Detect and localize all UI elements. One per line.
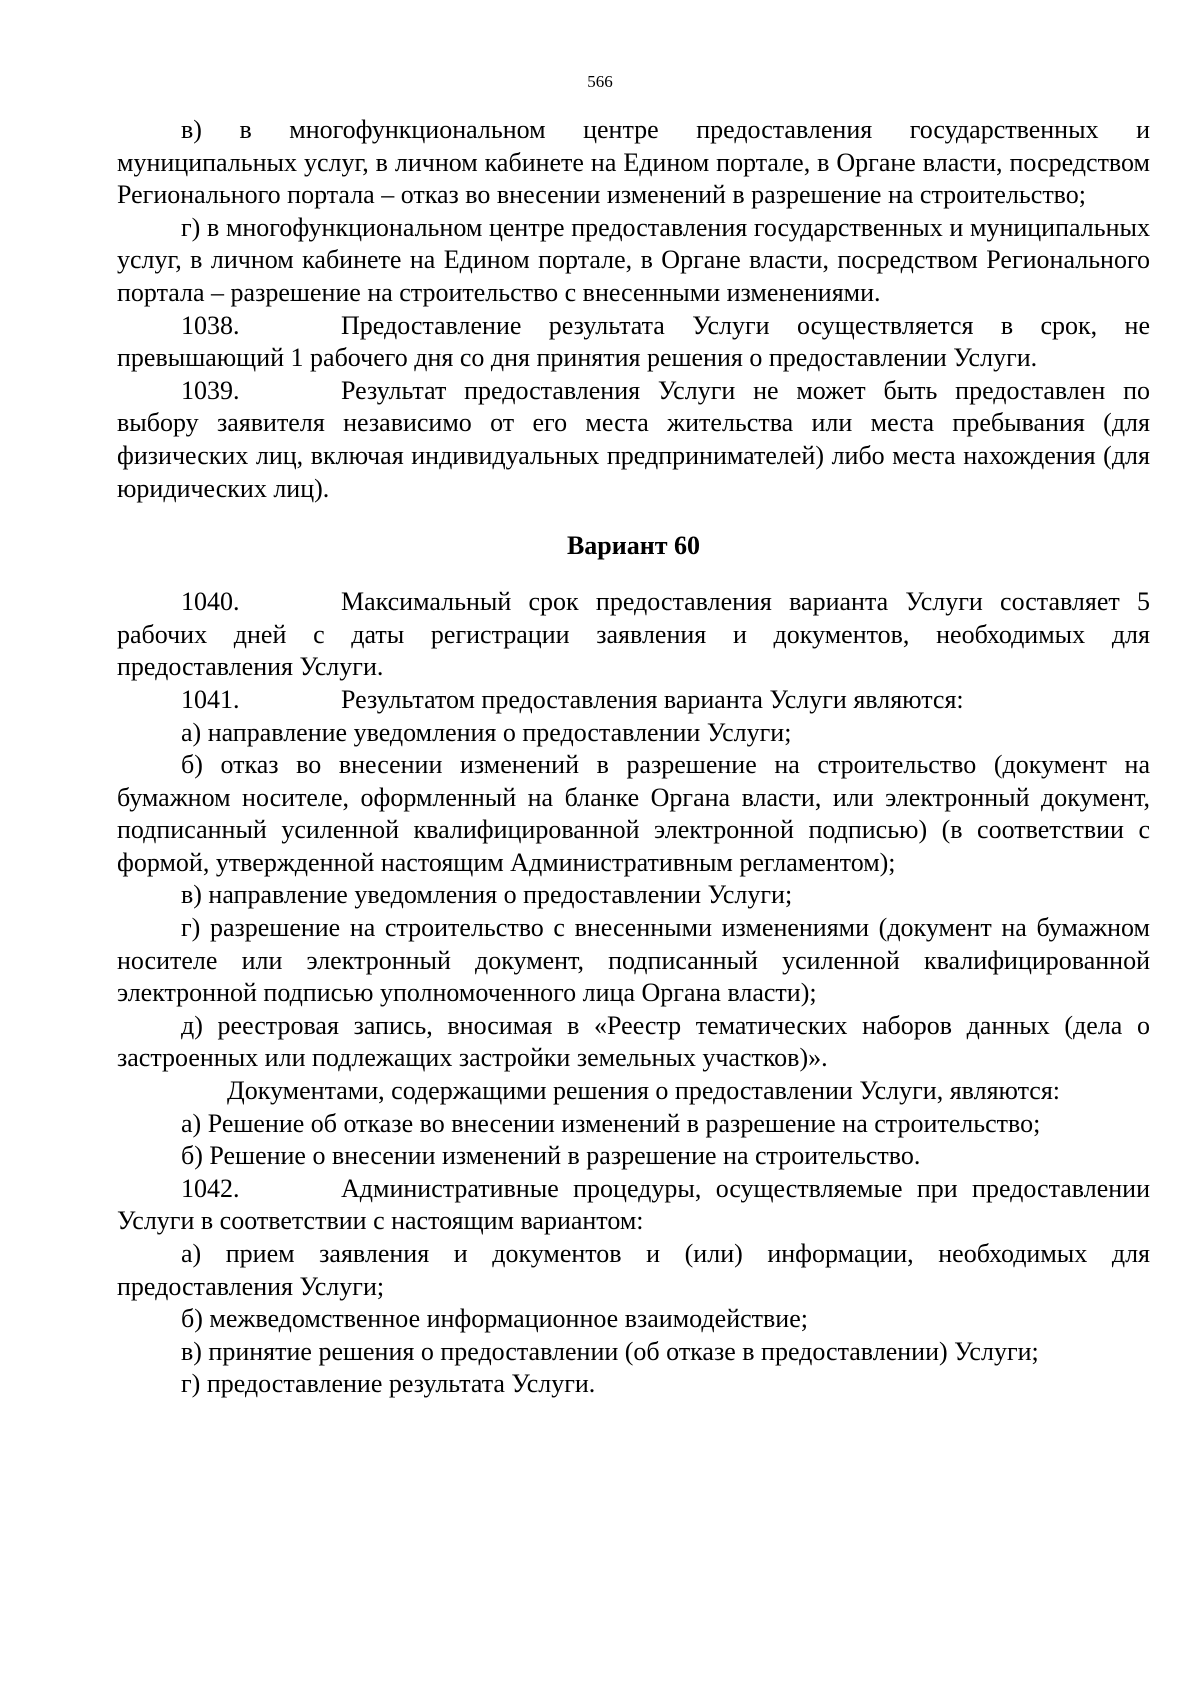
clause-text: Максимальный срок предоставления варианта Услуги составляет 5 рабочих дней с даты регистрации заявления и документов, необходимых для предоставления Услуги. <box>117 587 1150 682</box>
list-item: в) направление уведомления о предоставлении Услуги; <box>181 880 793 910</box>
clause-number: 1039. <box>181 375 240 405</box>
paragraph-result-permit: г) в многофункциональном центре предоставления государственных и муниципальных услуг, в личном кабинете на Едином портале, в Органе власти, посредством Регионального портала – разрешение на строительство с внесенными изменениями. <box>117 212 1150 307</box>
clause-1041 <box>117 684 1150 717</box>
clause-text: Предоставление результата Услуги осуществляется в срок, не превышающий 1 рабочего дня со дня принятия решения о предоставлении Услуги. <box>117 310 1150 373</box>
clause-number: 1041. <box>181 684 240 714</box>
list-item: б) межведомственное информационное взаимодействие; <box>181 1304 808 1334</box>
clause-text: Результатом предоставления варианта Услуги являются: <box>341 684 964 714</box>
list-item: а) прием заявления и документов и (или) информации, необходимых для предоставления Услуги; <box>117 1239 1150 1301</box>
section-title: Вариант 60 <box>566 531 701 561</box>
list-item: д) реестровая запись, вносимая в «Реестр тематических наборов данных (дела о застроенных или подлежащих застройки земельных участков)». <box>117 1010 1150 1073</box>
clause-text: Административные процедуры, осуществляемые при предоставлении Услуги в соответствии с настоящим вариантом: <box>117 1173 1150 1236</box>
clause-number: 1042. <box>181 1173 240 1203</box>
list-item: б) Решение о внесении изменений в разрешение на строительство. <box>181 1141 921 1171</box>
list-item: а) Решение об отказе во внесении изменений в разрешение на строительство; <box>181 1108 1041 1138</box>
document-body <box>117 114 1150 1401</box>
clause-number: 1040. <box>181 587 240 617</box>
clause-text: Результат предоставления Услуги не может быть предоставлен по выбору заявителя независимо от его места жительства или места пребывания (для физических лиц, включая индивидуальных предпринимателей) либо места нахождения (для юридических лиц). <box>117 375 1150 503</box>
list-item: г) предоставление результата Услуги. <box>181 1369 596 1399</box>
clause-1040 <box>117 586 1150 684</box>
clause-1042 <box>117 1173 1150 1238</box>
clause-number: 1038. <box>181 310 240 340</box>
paragraph-result-refusal: в) в многофункциональном центре предоставления государственных и муниципальных услуг, в личном кабинете на Едином портале, в Органе власти, посредством Регионального портала – отказ во внесении изменений в разрешение на строительство; <box>117 115 1150 210</box>
list-item: г) разрешение на строительство с внесенными изменениями (документ на бумажном носителе или электронный документ, подписанный усиленной квалифицированной электронной подписью уполномоченного лица Органа власти); <box>117 913 1150 1008</box>
list-item: б) отказ во внесении изменений в разрешение на строительство (документ на бумажном носителе, оформленный на бланке Органа власти, или электронный документ, подписанный усиленной квалифицированной электронной подписью) (в соответствии с формой, утвержденной настоящим Административным регламентом); <box>117 750 1150 877</box>
page-number: 566 <box>587 72 613 91</box>
list-item: а) направление уведомления о предоставлении Услуги; <box>181 717 792 747</box>
clause-1038 <box>117 310 1150 375</box>
list-item: в) принятие решения о предоставлении (об отказе в предоставлении) Услуги; <box>181 1336 1039 1366</box>
documents-intro: Документами, содержащими решения о предоставлении Услуги, являются: <box>227 1076 1061 1106</box>
clause-1039 <box>117 375 1150 505</box>
